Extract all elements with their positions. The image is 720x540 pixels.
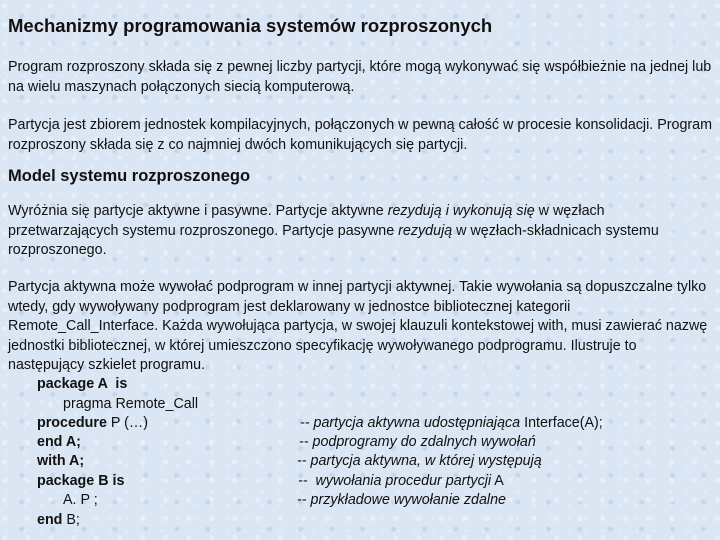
model-paragraph [8,202,714,261]
code-comment-4 [298,472,504,492]
code-line-call: A. P ; [63,492,98,508]
model-text-1: Wyróżnia się partycje aktywne i pasywne. Partycje aktywne [8,203,388,219]
code-line-procedure [37,414,148,434]
comment-1-rest: Interface(A); [520,415,603,431]
end-keyword: end [37,512,63,528]
code-comment-1 [300,414,603,434]
code-comment-3: -- partycja aktywna, w której występują [297,453,542,469]
comment-1-italic: -- partycja aktywna udostępniająca [300,415,521,431]
comment-4-italic: -- wywołania procedur partycji [298,473,492,489]
procedure-keyword: procedure [37,415,107,431]
code-line-end-a: end A; [37,434,81,450]
comment-4-rest: A [491,473,504,489]
code-line-with-a: with A; [37,453,85,469]
code-comment-5: -- przykładowe wywołanie zdalne [297,492,506,508]
code-comment-2: -- podprogramy do zdalnych wywołań [299,434,536,450]
code-line-package-a: package A is [37,376,128,392]
model-text-3: w węzłach-składnicach systemu rozproszonego. [8,222,659,258]
model-italic-2: rezydują [398,222,453,239]
model-text-2: w węzłach przetwarzających systemu rozproszonego. Partycje pasywne [8,203,605,239]
end-b-name: B; [62,512,80,528]
code-line-pragma: pragma Remote_Call [63,396,199,412]
model-italic-1: rezydują i wykonują się [387,203,535,219]
section-subtitle: Model systemu rozproszonego [8,167,251,185]
code-line-end-b [37,511,80,531]
partition-definition-paragraph: Partycja jest zbiorem jednostek kompilacyjnych, połączonych w pewną całość w procesie konsolidacji. Program rozproszony składa się z co najmniej dwóch komunikujących się partycji. [8,117,713,153]
procedure-signature: P (…) [106,415,148,431]
code-line-package-b: package B is [37,473,125,489]
slide-title: Mechanizmy programowania systemów rozproszonych [8,15,493,36]
intro-paragraph: Program rozproszony składa się z pewnej liczby partycji, które mogą wykonywać się współbieżnie na jednej lub na wielu maszynach połączonych siecią komputerową. [8,59,712,95]
active-partition-paragraph: Partycja aktywna może wywołać podprogram w innej partycji aktywnej. Takie wywołania są dopuszczalne tylko wtedy, gdy wywoływany podprogram jest deklarowany w jednostce bibliotecznej kategorii Remote_Call_Interface. Każda wywołująca partycja, w swojej klauzuli kontekstowej with, musi zawierać nazwę jednostki bibliotecznej, w której umieszczono specyfikację wywoływanego podprogramu. Ilustruje to następujący szkielet programu. [8,279,708,373]
